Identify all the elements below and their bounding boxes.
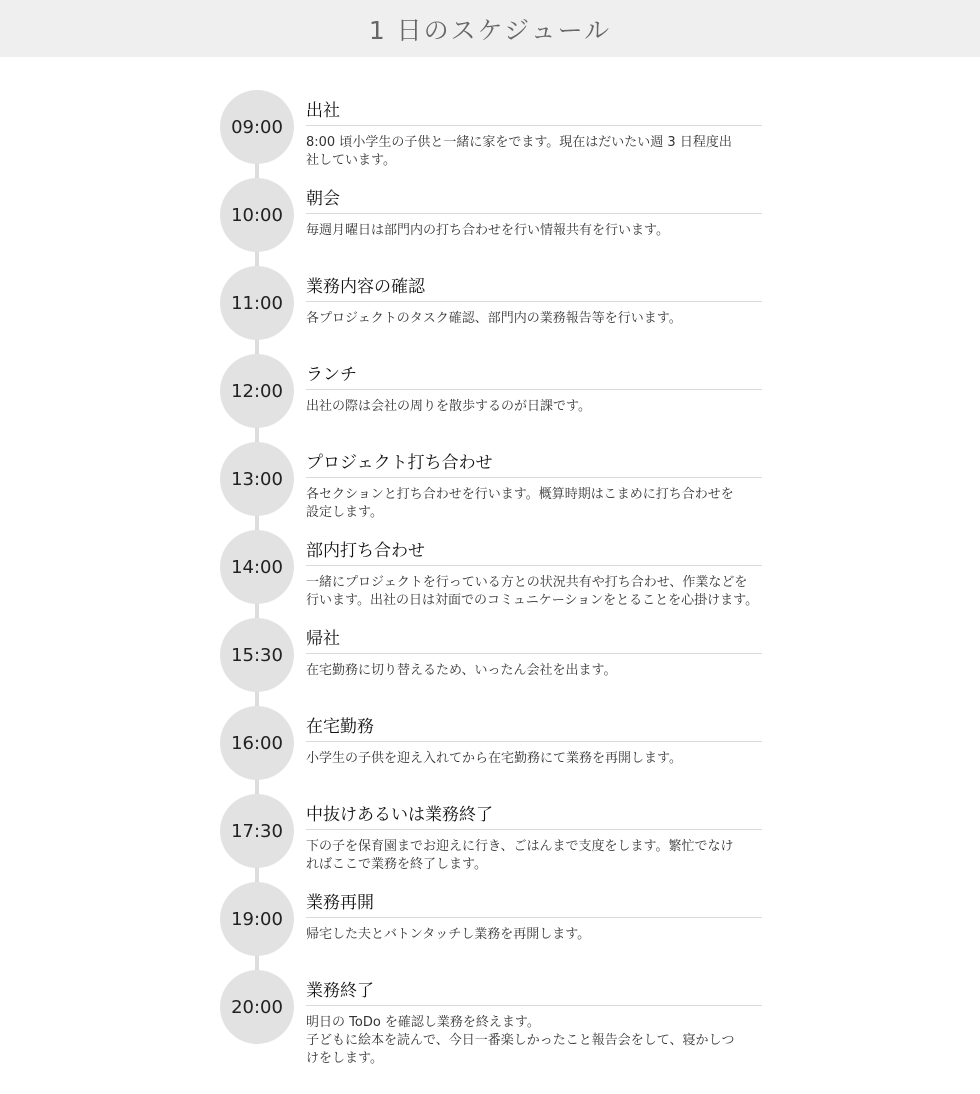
schedule-timeline [0, 90, 980, 1066]
entry-content [306, 540, 762, 610]
entry-content [306, 628, 762, 680]
entry-description: 帰宅した夫とバトンタッチし業務を再開します。 [306, 927, 591, 942]
time-badge: 11:00 [220, 266, 294, 340]
timeline-entry [0, 706, 980, 794]
time-badge: 12:00 [220, 354, 294, 428]
entry-content [306, 188, 762, 240]
page-title: 1 日のスケジュール [368, 15, 612, 45]
timeline-entry [0, 882, 980, 970]
entry-title: プロジェクト打ち合わせ [306, 452, 762, 478]
timeline-entry [0, 90, 980, 178]
entry-description: 一緒にプロジェクトを行っている方との状況共有や打ち合わせ、作業などを 行います。出社の日は対面でのコミュニケーションをとることを心掛けます。 [306, 575, 759, 608]
entry-title: 在宅勤務 [306, 716, 762, 742]
time-badge: 10:00 [220, 178, 294, 252]
time-badge: 19:00 [220, 882, 294, 956]
entry-title: 中抜けあるいは業務終了 [306, 804, 762, 830]
timeline-entry [0, 442, 980, 530]
entry-description: 小学生の子供を迎え入れてから在宅勤務にて業務を再開します。 [306, 751, 682, 766]
entry-content [306, 452, 762, 522]
entry-title: 帰社 [306, 628, 762, 654]
entry-title: 業務内容の確認 [306, 276, 762, 302]
entry-content [306, 100, 762, 170]
timeline-entry [0, 178, 980, 266]
entry-title: 業務再開 [306, 892, 762, 918]
page-header [0, 0, 980, 57]
timeline-entry [0, 266, 980, 354]
timeline-entry [0, 970, 980, 1066]
time-badge: 09:00 [220, 90, 294, 164]
entry-content [306, 276, 762, 328]
time-badge: 16:00 [220, 706, 294, 780]
timeline-entry [0, 530, 980, 618]
timeline-entry [0, 794, 980, 882]
entry-description: 下の子を保育園までお迎えに行き、ごはんまで支度をします。繁忙でなけ ればここで業務を終了します。 [306, 839, 734, 872]
entry-title: 部内打ち合わせ [306, 540, 762, 566]
entry-title: ランチ [306, 364, 762, 390]
time-badge: 13:00 [220, 442, 294, 516]
entry-title: 朝会 [306, 188, 762, 214]
entry-content [306, 980, 762, 1068]
entry-content [306, 804, 762, 874]
timeline-entry [0, 354, 980, 442]
entry-description: 明日の ToDo を確認し業務を終えます。 子どもに絵本を読んで、今日一番楽しかったこと報告会をして、寝かしつ けをします。 [306, 1015, 735, 1066]
entry-description: 毎週月曜日は部門内の打ち合わせを行い情報共有を行います。 [306, 223, 669, 238]
entry-description: 8:00 頃小学生の子供と一緒に家をでます。現在はだいたい週 3 日程度出 社しています。 [306, 135, 732, 168]
entry-description: 出社の際は会社の周りを散歩するのが日課です。 [306, 399, 591, 414]
entry-content [306, 716, 762, 768]
timeline-entry [0, 618, 980, 706]
entry-description: 各セクションと打ち合わせを行います。概算時期はこまめに打ち合わせを 設定します。 [306, 487, 734, 520]
entry-content [306, 892, 762, 944]
time-badge: 20:00 [220, 970, 294, 1044]
entry-description: 在宅勤務に切り替えるため、いったん会社を出ます。 [306, 663, 617, 678]
time-badge: 14:00 [220, 530, 294, 604]
entry-title: 業務終了 [306, 980, 762, 1006]
time-badge: 15:30 [220, 618, 294, 692]
entry-description: 各プロジェクトのタスク確認、部門内の業務報告等を行います。 [306, 311, 682, 326]
time-badge: 17:30 [220, 794, 294, 868]
entry-content [306, 364, 762, 416]
entry-title: 出社 [306, 100, 762, 126]
